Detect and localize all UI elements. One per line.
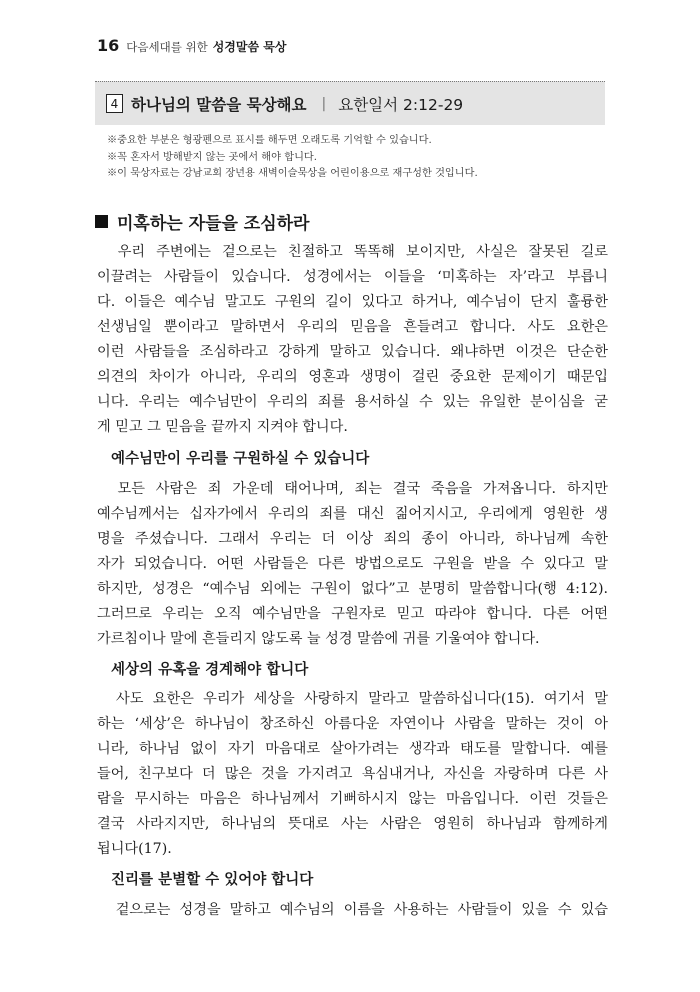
text-line: 모든 사람은 죄 가운데 태어나며, 죄는 결국 죽음을 가져옵니다. 하지만 <box>97 481 608 497</box>
text-line: 됩니다(17). <box>97 841 172 857</box>
book-title: 성경말씀 묵상 <box>212 40 287 54</box>
text-line: 그러므로 우리는 오직 예수님만을 구원자로 믿고 따라야 합니다. 다른 어떤 <box>97 606 608 622</box>
note-line: ※중요한 부분은 형광펜으로 표시를 해두면 오래도록 기억할 수 있습니다. <box>107 135 432 146</box>
text-line: 들어, 친구보다 더 많은 것을 가지려고 욕심내거나, 자신을 자랑하며 다른 사 <box>97 766 608 782</box>
lesson-title-bar <box>95 81 605 125</box>
text-line: 니다. 우리는 예수님만이 우리의 죄를 용서하실 수 있는 유일한 분이심을 굳 <box>97 394 608 410</box>
text-line: 하는 ‘세상’은 하나님이 창조하신 아름다운 자연이나 사람을 말하는 것이 아 <box>97 716 608 732</box>
text-line: 게 믿고 그 믿음을 끝까지 지켜야 합니다. <box>97 419 348 435</box>
running-header <box>97 36 286 55</box>
page-number: 16 <box>97 36 120 55</box>
text-line: 의견의 차이가 아니라, 우리의 영혼과 생명이 걸린 중요한 문제이기 때문입 <box>97 369 608 385</box>
text-line: 결국 사라지지만, 하나님의 뜻대로 사는 사람은 영원히 하나님과 함께하게 <box>97 816 608 832</box>
section-title: 미혹하는 자들을 조심하라 <box>117 214 310 234</box>
text-line: 람을 무시하는 마음은 하나님께서 기뻐하시지 않는 마음입니다. 이런 것들은 <box>97 791 608 807</box>
lesson-number-box: 4 <box>106 94 123 113</box>
note-line: ※이 묵상자료는 강남교회 장년용 새벽이슬묵상을 어린이용으로 재구성한 것입니다. <box>107 168 478 179</box>
text-line: 이끌려는 사람들이 있습니다. 성경에서는 이들을 ‘미혹하는 자’라고 부릅니 <box>97 269 608 285</box>
text-line: 가르침이나 말에 흔들리지 않도록 늘 성경 말씀에 귀를 기울여야 합니다. <box>97 631 540 647</box>
text-line: 명을 주셨습니다. 그래서 우리는 더 이상 죄의 종이 아니라, 하나님께 속한 <box>97 531 608 547</box>
lesson-title: 하나님의 말씀을 묵상해요 <box>131 95 307 114</box>
text-line: 선생님일 뿐이라고 말하면서 우리의 믿음을 흔들려고 합니다. 사도 요한은 <box>97 319 608 335</box>
text-line: 하지만, 성경은 “예수님 외에는 구원이 없다”고 분명히 말씀합니다(행 4:12). <box>97 581 608 597</box>
paragraph-3 <box>97 687 608 862</box>
subheading-2: 세상의 유혹을 경계해야 합니다 <box>111 662 309 678</box>
text-line: 다. 이들은 예수님 말고도 구원의 길이 있다고 하거나, 예수님이 단지 훌륭한 <box>97 294 608 310</box>
note-line: ※꼭 혼자서 방해받지 않는 곳에서 해야 합니다. <box>107 151 317 163</box>
subheading-3: 진리를 분별할 수 있어야 합니다 <box>111 872 314 888</box>
book-title-prefix: 다음세대를 위한 <box>126 40 208 54</box>
notes-block <box>107 133 607 183</box>
text-line: 이런 사람들을 조심하라고 강하게 말하고 있습니다. 왜냐하면 이것은 단순한 <box>97 344 608 360</box>
text-line: 자가 되었습니다. 어떤 사람들은 다른 방법으로도 구원을 받을 수 있다고 말 <box>97 556 608 572</box>
title-separator: | <box>321 95 327 112</box>
text-line: 니라, 하나님 없이 자기 마음대로 살아가려는 생각과 태도를 말합니다. 예를 <box>97 741 608 757</box>
paragraph-2 <box>97 477 608 652</box>
paragraph-1 <box>97 240 608 440</box>
text-line: 사도 요한은 우리가 세상을 사랑하지 말라고 말씀하십니다(15). 여기서 말 <box>97 691 608 707</box>
text-line: 겉으로는 성경을 말하고 예수님의 이름을 사용하는 사람들이 있을 수 있습 <box>97 902 608 918</box>
subheading-1: 예수님만이 우리를 구원하실 수 있습니다 <box>111 451 370 467</box>
scripture-reference: 요한일서 2:12-29 <box>338 95 464 114</box>
section-heading <box>95 209 309 234</box>
paragraph-4 <box>97 898 608 923</box>
text-line: 예수님께서는 십자가에서 우리의 죄를 대신 짊어지시고, 우리에게 영원한 생 <box>97 506 608 522</box>
text-line: 우리 주변에는 겉으로는 친절하고 똑똑해 보이지만, 사실은 잘못된 길로 <box>97 244 608 260</box>
black-square-icon <box>95 215 108 228</box>
